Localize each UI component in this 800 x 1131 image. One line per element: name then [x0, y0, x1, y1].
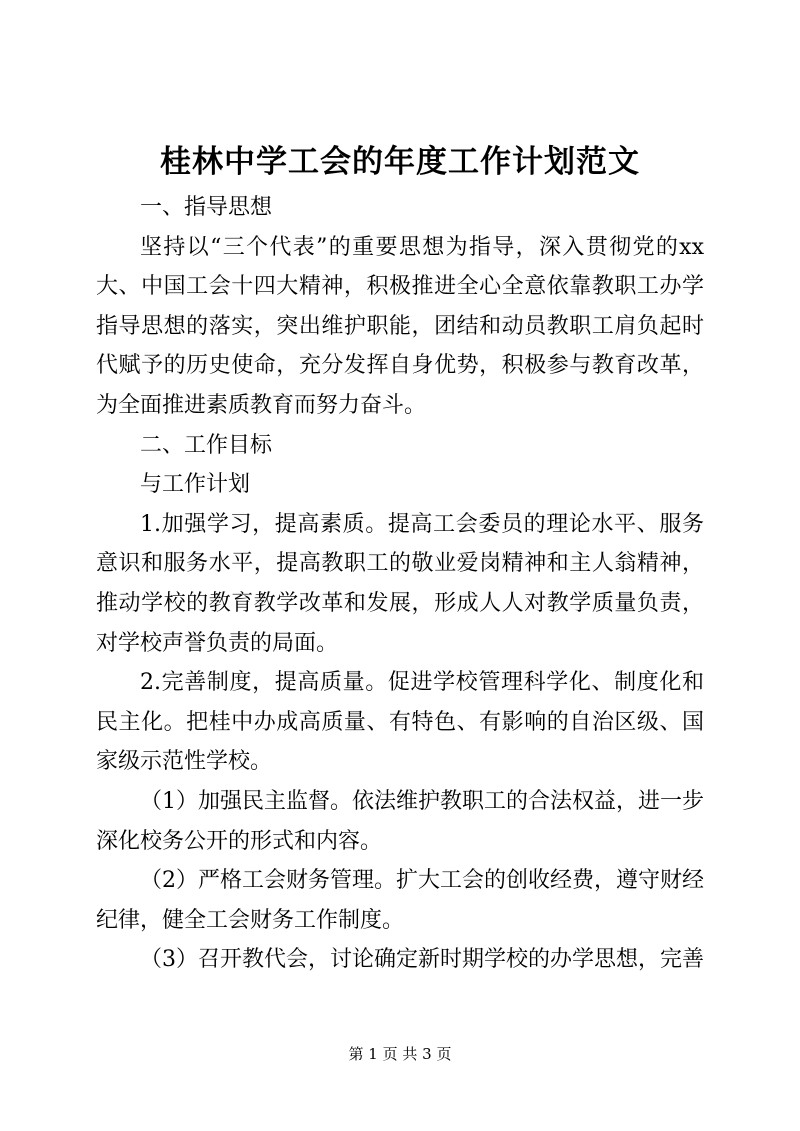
section-heading-guiding-thought: 一、指导思想 [140, 195, 273, 220]
document-body [96, 188, 704, 980]
paragraph-subitem-3: （3）召开教代会，讨论确定新时期学校的办学思想，完善 [140, 947, 704, 973]
section-heading-work-goals: 二、工作目标 [140, 432, 273, 458]
paragraph-item-1: 1.加强学习，提高素质。提高工会委员的理论水平、服务意识和服务水平，提高教职工的敬业爱岗精神和主人翁精神，推动学校的教育教学改革和发展，形成人人对教学质量负责，对学校声誉负责的局面。 [96, 511, 704, 656]
paragraph-guiding-thought: 坚持以“三个代表”的重要思想为指导，深入贯彻党的xx大、中国工会十四大精神，积极推进全心全意依靠教职工办学指导思想的落实，突出维护职能，团结和动员教职工肩负起时代赋予的历史使命，充分发挥自身优势，积极参与教育改革，为全面推进素质教育而努力奋斗。 [96, 234, 704, 418]
document-title: 桂林中学工会的年度工作计划范文 [160, 144, 640, 180]
paragraph-work-plan-intro: 与工作计划 [140, 472, 251, 498]
paragraph-subitem-2: （2）严格工会财务管理。扩大工会的创收经费，遵守财经纪律，健全工会财务工作制度。 [96, 868, 704, 933]
paragraph-subitem-1: （1）加强民主监督。依法维护教职工的合法权益，进一步深化校务公开的形式和内容。 [96, 788, 704, 854]
page-number-footer: 第 1 页 共 3 页 [348, 1045, 452, 1063]
paragraph-item-2: 2.完善制度，提高质量。促进学校管理科学化、制度化和民主化。把桂中办成高质量、有特色、有影响的自治区级、国家级示范性学校。 [96, 670, 704, 775]
